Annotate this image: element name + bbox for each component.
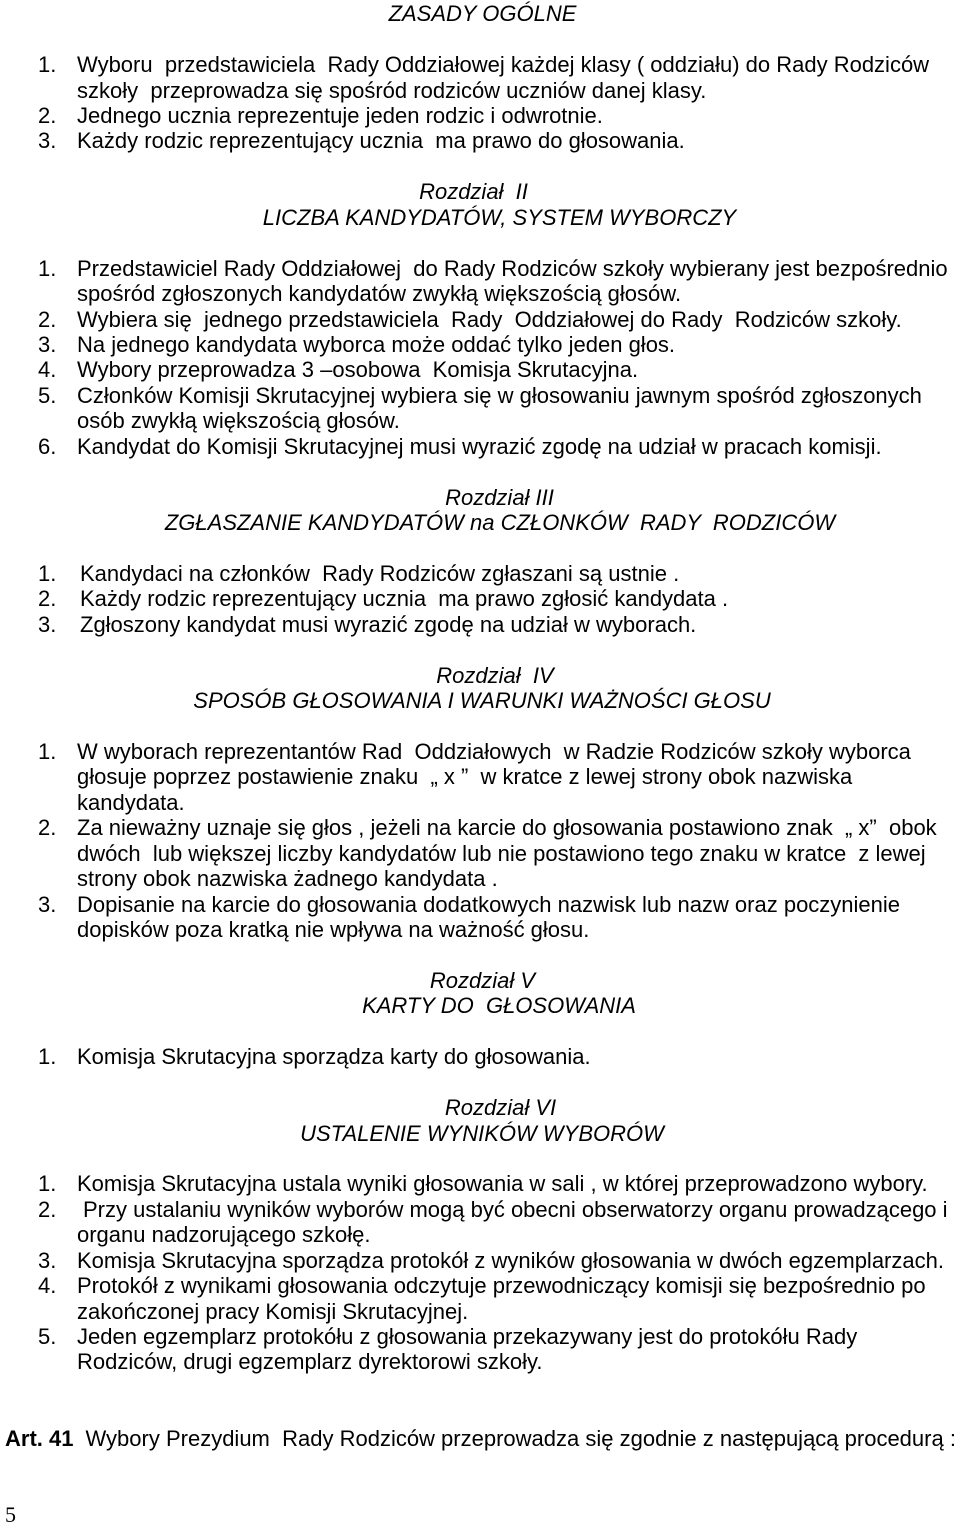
chapter-label: Rozdział IV xyxy=(436,662,554,688)
list-item-number: 1. xyxy=(38,1044,57,1070)
list-item-text: Przedstawiciel Rady Oddziałowej do Rady Rodziców szkoły wybierany jest bezpośrednio xyxy=(77,255,948,281)
list-item-number: 1. xyxy=(38,560,57,586)
list-item-text: dopisków poza kratką nie wpływa na ważność głosu. xyxy=(77,917,590,943)
list-item-text: Zgłoszony kandydat musi wyrazić zgodę na udział w wyborach. xyxy=(80,611,697,637)
list-item-text: Jeden egzemplarz protokółu z głosowania przekazywany jest do protokółu Rady xyxy=(77,1324,858,1350)
list-item-text: zakończonej pracy Komisji Skrutacyjnej. xyxy=(77,1298,469,1324)
list-item-text: osób zwykłą większością głosów. xyxy=(77,408,400,434)
list-item-number: 1. xyxy=(38,52,57,78)
list-item-text: strony obok nazwiska żadnego kandydata . xyxy=(77,866,498,892)
list-item-text: Komisja Skrutacyjna ustala wyniki głosowania w sali , w której przeprowadzono wybory. xyxy=(77,1171,928,1197)
list-item-number: 1. xyxy=(38,255,57,281)
chapter-label: Rozdział VI xyxy=(444,1095,557,1121)
list-item-number: 3. xyxy=(38,128,57,154)
chapter-label: Rozdział III xyxy=(445,484,554,510)
list-item-number: 4. xyxy=(38,357,57,383)
list-item-text: Kandydaci na członków Rady Rodziców zgłaszani są ustnie . xyxy=(80,560,680,586)
list-item xyxy=(0,586,960,611)
list-item xyxy=(0,739,960,815)
list-item xyxy=(0,612,960,637)
list-item xyxy=(0,332,960,357)
list-item xyxy=(0,357,960,382)
list-item-text: Każdy rodzic reprezentujący ucznia ma prawo zgłosić kandydata . xyxy=(80,586,729,612)
section-rozdzial-5 xyxy=(0,968,960,1070)
list-item-number: 2. xyxy=(38,815,57,841)
list-item xyxy=(0,1197,960,1248)
list-item-text: Dopisanie na karcie do głosowania dodatkowych nazwisk lub nazw oraz poczynienie xyxy=(77,891,901,917)
section-rozdzial-3 xyxy=(0,485,960,638)
page-number: 5 xyxy=(5,1502,16,1527)
list-item-number: 2. xyxy=(38,306,57,332)
list-item-number: 3. xyxy=(38,891,57,917)
list-item-text: Na jednego kandydata wyborca może oddać tylko jeden głos. xyxy=(77,331,676,357)
list-item-number: 1. xyxy=(38,738,57,764)
list-item-text: Rodziców, drugi egzemplarz dyrektorowi szkoły. xyxy=(77,1349,543,1375)
list-item-text: Za nieważny uznaje się głos , jeżeli na karcie do głosowania postawiono znak „ x” obok xyxy=(77,815,937,841)
list-item-number: 6. xyxy=(38,433,57,459)
list-item-number: 5. xyxy=(38,382,57,408)
list-item-text: Wyboru przedstawiciela Rady Oddziałowej każdej klasy ( oddziału) do Rady Rodziców xyxy=(77,52,930,78)
list-item xyxy=(0,561,960,586)
chapter-label: Rozdział V xyxy=(429,967,536,993)
section-rozdzial-4 xyxy=(0,663,960,943)
section-zasady-ogolne xyxy=(0,1,960,154)
section-title: KARTY DO GŁOSOWANIA xyxy=(362,993,636,1019)
list-item xyxy=(0,128,960,153)
list-item-text: Kandydat do Komisji Skrutacyjnej musi wyrazić zgodę na udział w pracach komisji. xyxy=(77,433,882,459)
list-item-number: 2. xyxy=(38,586,57,612)
list-item-number: 3. xyxy=(38,331,57,357)
list-item-text: Wybiera się jednego przedstawiciela Rady Oddziałowej do Rady Rodziców szkoły. xyxy=(77,306,902,332)
document-page xyxy=(0,1,960,1451)
list-item xyxy=(0,307,960,332)
list-item-text: głosuje poprzez postawienie znaku „ x ” w kratce z lewej strony obok nazwiska xyxy=(77,764,853,790)
list-item-number: 3. xyxy=(38,611,57,637)
article-label: Art. 41 xyxy=(5,1425,74,1451)
section-title: LICZBA KANDYDATÓW, SYSTEM WYBORCZY xyxy=(262,204,737,230)
list-item-text: Komisja Skrutacyjna sporządza karty do głosowania. xyxy=(77,1044,591,1070)
list-item-text: W wyborach reprezentantów Rad Oddziałowych w Radzie Rodziców szkoły wyborca xyxy=(77,738,911,764)
list-item xyxy=(0,1273,960,1324)
list-item xyxy=(0,256,960,307)
article-paragraph xyxy=(0,1426,960,1451)
list-item xyxy=(0,1044,960,1069)
list-item-text: Komisja Skrutacyjna sporządza protokół z wyników głosowania w dwóch egzemplarzach. xyxy=(77,1247,944,1273)
list-item-text: spośród zgłoszonych kandydatów zwykłą większością głosów. xyxy=(77,281,682,307)
list-item-text: organu nadzorującego szkołę. xyxy=(77,1222,371,1248)
section-title: SPOSÓB GŁOSOWANIA I WARUNKI WAŻNOŚCI GŁOSU xyxy=(193,688,771,714)
list-item xyxy=(0,434,960,459)
section-title: ZGŁASZANIE KANDYDATÓW na CZŁONKÓW RADY RODZICÓW xyxy=(164,510,836,536)
list-item-text: Każdy rodzic reprezentujący ucznia ma prawo do głosowania. xyxy=(77,128,685,154)
list-item-text: kandydata. xyxy=(77,789,185,815)
list-item-text: Członków Komisji Skrutacyjnej wybiera się w głosowaniu jawnym spośród zgłoszonych xyxy=(77,382,922,408)
list-item xyxy=(0,103,960,128)
list-item-number: 2. xyxy=(38,103,57,129)
list-item-number: 5. xyxy=(38,1324,57,1350)
section-rozdzial-2 xyxy=(0,179,960,459)
list-item xyxy=(0,892,960,943)
list-item xyxy=(0,815,960,891)
list-item xyxy=(0,1248,960,1273)
list-item-number: 2. xyxy=(38,1196,57,1222)
list-item xyxy=(0,383,960,434)
article-text: Wybory Prezydium Rady Rodziców przeprowadza się zgodnie z następującą procedurą : xyxy=(85,1425,956,1451)
list-item-text: Jednego ucznia reprezentuje jeden rodzic i odwrotnie. xyxy=(77,103,603,129)
list-item-number: 1. xyxy=(38,1171,57,1197)
section-title: ZASADY OGÓLNE xyxy=(388,1,577,27)
list-item xyxy=(0,52,960,103)
list-item-text: Protokół z wynikami głosowania odczytuje przewodniczący komisji się bezpośrednio po xyxy=(77,1273,926,1299)
section-rozdzial-6 xyxy=(0,1095,960,1375)
list-item xyxy=(0,1324,960,1375)
section-title: USTALENIE WYNIKÓW WYBORÓW xyxy=(300,1120,664,1146)
chapter-label: Rozdział II xyxy=(419,179,528,205)
list-item-text: szkoły przeprowadza się spośród rodziców uczniów danej klasy. xyxy=(77,77,707,103)
list-item-number: 3. xyxy=(38,1247,57,1273)
list-item-text: Przy ustalaniu wyników wyborów mogą być obecni obserwatorzy organu prowadzącego i xyxy=(83,1196,948,1222)
list-item-text: Wybory przeprowadza 3 –osobowa Komisja Skrutacyjna. xyxy=(77,357,639,383)
list-item xyxy=(0,1171,960,1196)
list-item-number: 4. xyxy=(38,1273,57,1299)
list-item-text: dwóch lub większej liczby kandydatów lub nie postawiono tego znaku w kratce z lewej xyxy=(77,840,926,866)
